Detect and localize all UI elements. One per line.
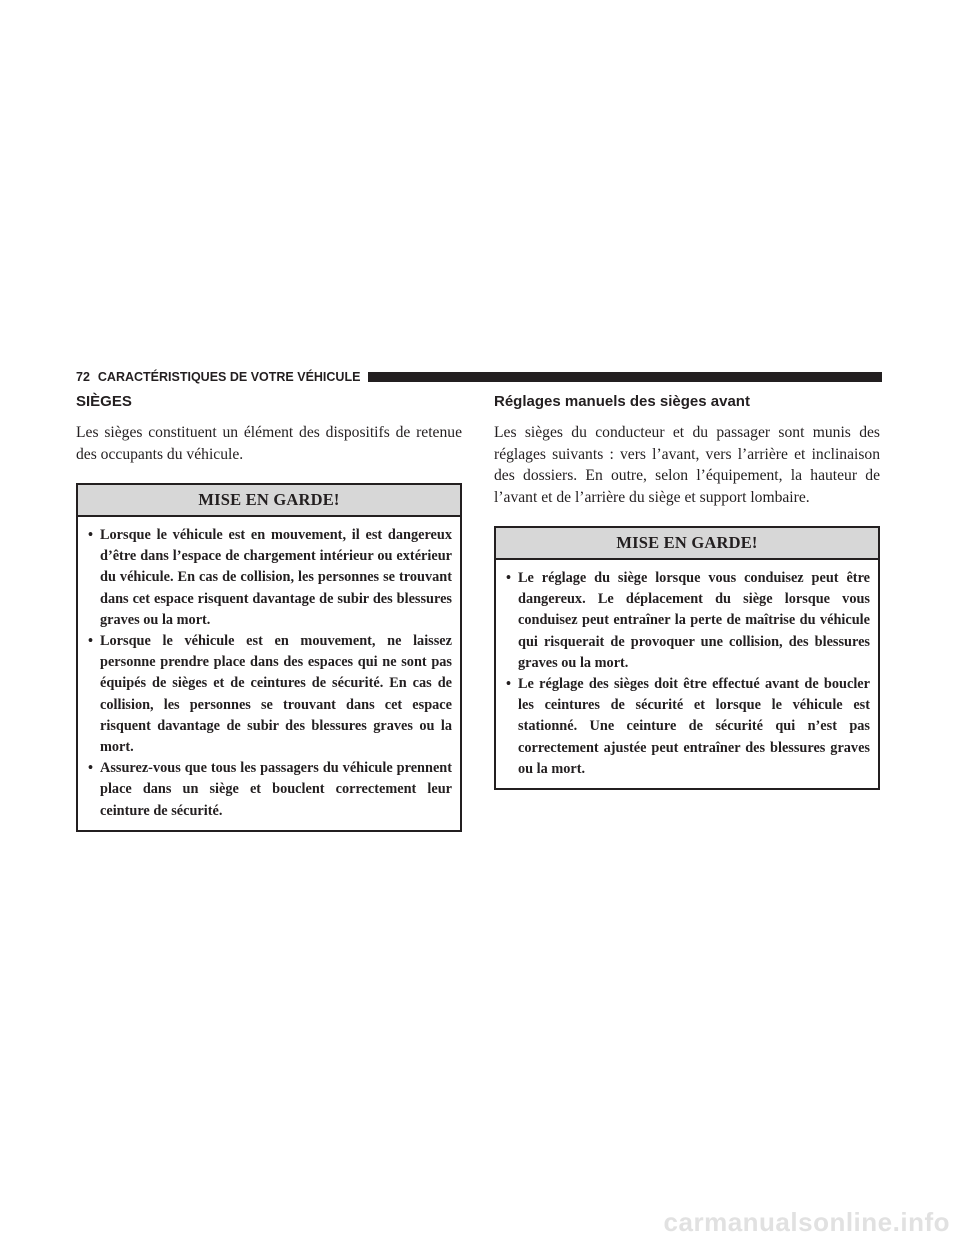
warning-title: MISE EN GARDE! xyxy=(496,528,878,560)
right-column xyxy=(494,392,880,790)
bullet-icon: • xyxy=(506,570,512,586)
page-header xyxy=(76,368,882,386)
intro-paragraph: Les sièges du conducteur et du passager sont munis des réglages suivants : vers l’avant, vers l’arrière et inclinaison des dossiers. En outre, selon l’équipement, la hauteur de l’avant et de l’arrière du siège et support lombaire. xyxy=(494,424,880,506)
watermark: carmanualsonline.info xyxy=(663,1207,950,1237)
header-rule xyxy=(368,372,882,382)
bullet-icon: • xyxy=(88,633,94,650)
warning-item: • Assurez-vous que tous les passagers du véhicule prennent place dans un siège et bouclent correctement leur ceinture de sécurité. xyxy=(88,760,452,819)
bullet-icon: • xyxy=(88,527,94,543)
left-column xyxy=(76,392,462,832)
intro-paragraph: Les sièges constituent un élément des dispositifs de retenue des occupants du véhicule. xyxy=(76,424,462,463)
section-title: CARACTÉRISTIQUES DE VOTRE VÉHICULE xyxy=(97,370,361,384)
warning-list xyxy=(496,560,878,788)
warning-list xyxy=(78,517,460,830)
warning-item: • Le réglage du siège lorsque vous conduisez peut être dangereux. Le déplacement du siège lorsque vous conduisez peut entraîner la perte de maîtrise du véhicule qui risquerait de provoquer une collision, des blessures graves ou la mort. xyxy=(506,570,870,671)
page-number: 72 xyxy=(76,370,90,384)
section-heading: SIÈGES xyxy=(76,393,132,410)
bullet-icon: • xyxy=(506,676,512,693)
warning-item: • Lorsque le véhicule est en mouvement, ne laissez personne prendre place dans des espaces qui ne sont pas équipés de sièges et de ceintures de sécurité. En cas de collision, les personnes se trouvant dans cet espace risquent davantage de subir des blessures graves ou la mort. xyxy=(88,633,452,756)
warning-item: • Lorsque le véhicule est en mouvement, il est dangereux d’être dans l’espace de chargement intérieur ou extérieur du véhicule. En cas de collision, les personnes se trouvant dans cet espace risquent davantage de subir des blessures graves ou la mort. xyxy=(88,527,452,628)
bullet-icon: • xyxy=(88,760,94,777)
warning-box xyxy=(76,483,462,832)
warning-item: • Le réglage des sièges doit être effectué avant de boucler les ceintures de sécurité et lorsque le véhicule est stationné. Une ceinture de sécurité qui n’est pas correctement ajustée peut entraîner des blessures graves ou la mort. xyxy=(506,676,870,777)
warning-box xyxy=(494,526,880,790)
warning-title: MISE EN GARDE! xyxy=(78,485,460,517)
section-heading: Réglages manuels des sièges avant xyxy=(494,393,750,410)
